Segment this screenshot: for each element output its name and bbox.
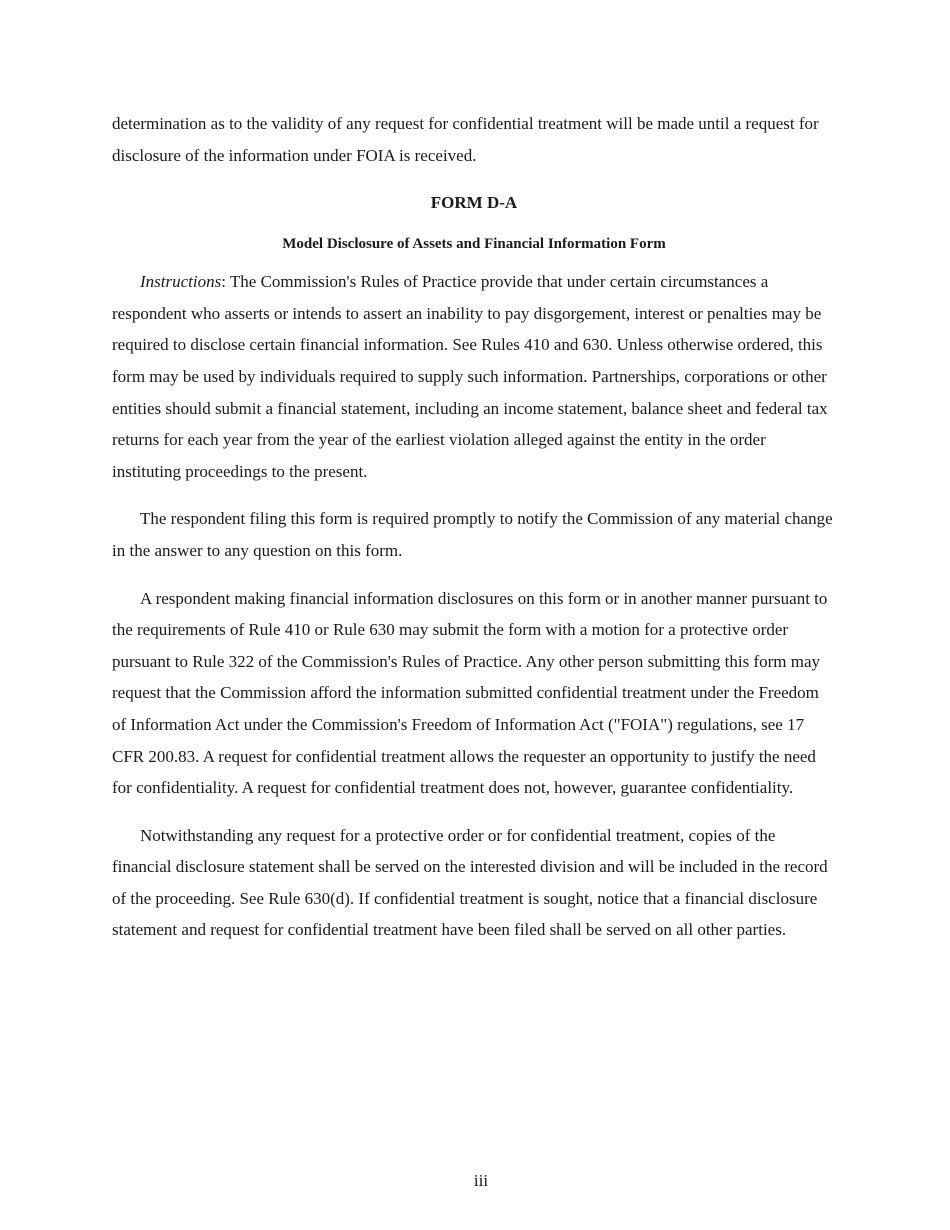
instructions-text: : The Commission's Rules of Practice provide that under certain circumstances a respondent who asserts or intends to assert an inability to pay disgorgement, interest or penalties may be required to disclose certain financial information. See Rules 410 and 630. Unless otherwise ordered, this form may be used by individuals required to supply such information. Partnerships, corporations or other entities should submit a financial statement, including an income statement, balance sheet and federal tax returns for each year from the year of the earliest violation alleged against the entity in the order instituting proceedings to the present. (112, 272, 828, 481)
form-title: FORM D-A (430, 193, 518, 213)
document-body (112, 108, 836, 962)
service-paragraph: Notwithstanding any request for a protective order or for confidential treatment, copies of the financial disclosure statement shall be served on the interested division and will be included in the record of the proceeding. See Rule 630(d). If confidential treatment is sought, notice that a financial disclosure statement and request for confidential treatment have been filed shall be served on all other parties. (112, 825, 828, 940)
continuation-paragraph: determination as to the validity of any request for confidential treatment will be made until a request for disclosure of the information under FOIA is received. (112, 114, 819, 165)
page-number: iii (473, 1171, 489, 1190)
notification-paragraph: The respondent filing this form is required promptly to notify the Commission of any material change in the answer to any question on this form. (112, 509, 833, 560)
instructions-label: Instructions (140, 272, 222, 292)
instructions-paragraph (112, 266, 836, 487)
form-subtitle: Model Disclosure of Assets and Financial Information Form (282, 236, 666, 253)
protective-order-paragraph: A respondent making financial information disclosures on this form or in another manner pursuant to the requirements of Rule 410 or Rule 630 may submit the form with a motion for a protective order pursuant to Rule 322 of the Commission's Rules of Practice. Any other person submitting this form may request that the Commission afford the information submitted confidential treatment under the Freedom of Information Act under the Commission's Freedom of Information Act ("FOIA") regulations, see 17 CFR 200.83. A request for confidential treatment allows the requester an opportunity to justify the need for confidentiality. A request for confidential treatment does not, however, guarantee confidentiality. (112, 588, 828, 798)
